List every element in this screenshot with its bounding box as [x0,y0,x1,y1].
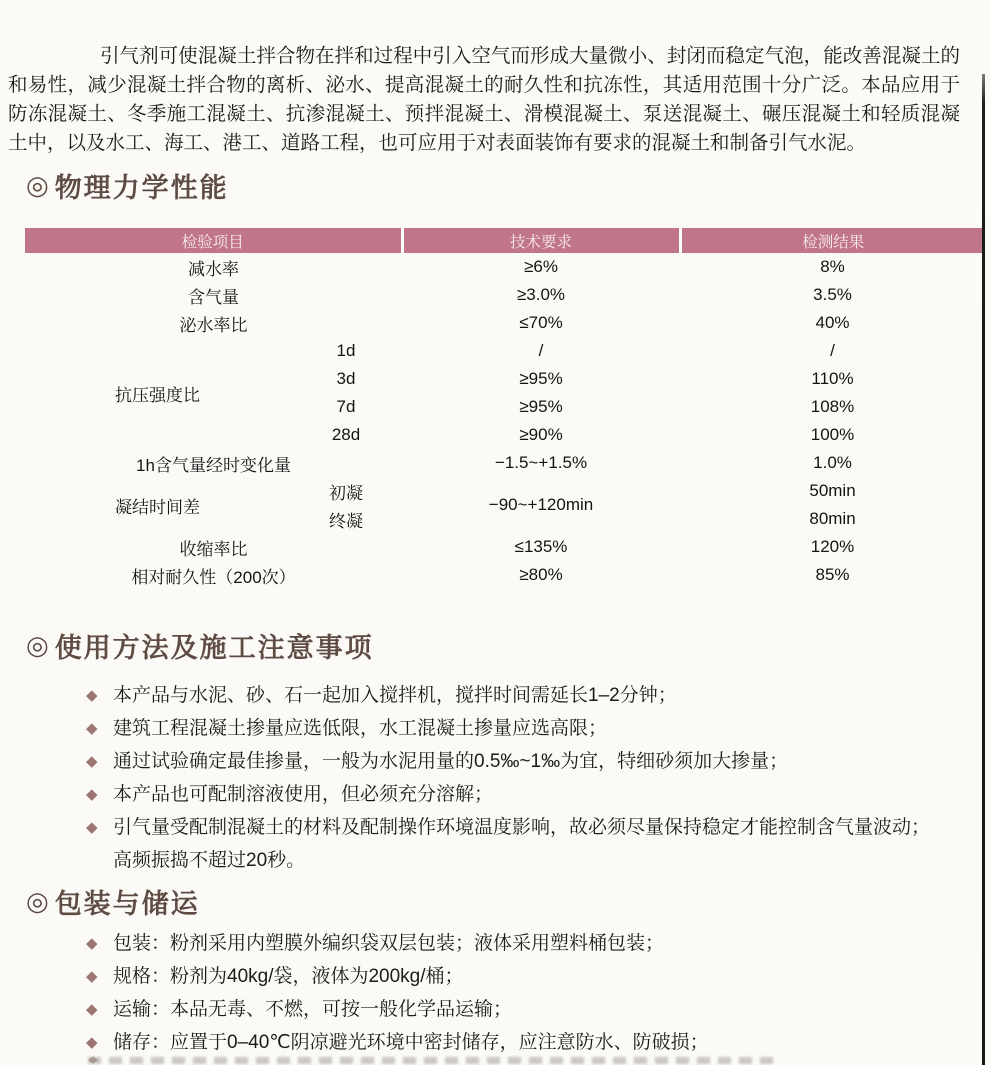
cell-result: 120% [810,537,855,556]
scan-edge-artifact [982,74,985,1065]
cell-result: 80min [809,509,856,528]
list-item [86,927,966,960]
list-item-continuation [86,844,966,877]
cell-sub-item: 28d [331,425,361,444]
section-title: 包装与储运 [54,889,200,919]
diamond-bullet-icon: ◆ [86,968,98,985]
properties-table [25,228,985,589]
cell-requirement: −90~+120min [488,495,594,514]
section-title: 物理力学性能 [54,173,229,203]
list-item-text: 本产品与水泥、砂、石一起加入搅拌机，搅拌时间需延长1–2分钟； [113,685,677,706]
cell-item: 收缩率比 [179,539,248,559]
table-row [25,253,985,281]
cell-requirement: ≥6% [524,257,558,276]
table-row [25,281,985,309]
diamond-bullet-icon: ◆ [86,1001,98,1018]
cell-result: 50min [809,481,856,500]
list-item [86,745,966,778]
list-item-text: 通过试验确定最佳掺量，一般为水泥用量的0.5‰~1‰为宜，特细砂须加大掺量； [113,751,789,772]
cell-result: 108% [810,397,855,416]
list-item-text: 包装：粉剂采用内塑膜外编织袋双层包装；液体采用塑料桶包装； [113,933,665,954]
list-item [86,679,966,712]
packaging-bullet-list [86,927,966,1059]
cell-sub-item: 终凝 [329,511,363,531]
cell-requirement: ≥80% [519,565,563,584]
cell-item: 泌水率比 [179,315,248,335]
section-heading-packaging [26,882,200,921]
cutoff-line-artifact [88,1057,778,1064]
table-row [25,477,985,505]
cell-result: 85% [815,565,850,584]
cell-sub-item: 7d [336,397,356,416]
cell-item: 相对耐久性（200次） [131,567,296,587]
table-row [25,309,985,337]
cell-result: 1.0% [813,453,852,472]
properties-table-wrap [25,228,985,589]
list-item-text: 本产品也可配制溶液使用，但必须充分溶解； [113,784,494,805]
table-row [25,337,985,365]
cell-group-label: 抗压强度比 [115,385,200,405]
diamond-bullet-icon: ◆ [86,1034,98,1051]
col-header-item: 检验项目 [25,228,402,253]
cell-sub-item: 3d [336,369,356,388]
section-marker-icon: ◎ [26,170,49,200]
col-header-result: 检测结果 [680,228,985,253]
cell-sub-item: 1d [336,341,356,360]
cell-item: 1h含气量经时变化量 [136,455,291,475]
cell-sub-item: 初凝 [329,483,363,503]
cell-result: 100% [810,425,855,444]
table-row [25,533,985,561]
cell-requirement: ≥90% [519,425,563,444]
list-item-text: 引气量受配制混凝土的材料及配制操作环境温度影响，故必须尽量保持稳定才能控制含气量波动； [113,817,931,838]
list-item [86,993,966,1026]
col-header-requirement: 技术要求 [402,228,680,253]
section-marker-icon: ◎ [26,630,49,660]
intro-paragraph: 引气剂可使混凝土拌合物在拌和过程中引入空气而形成大量微小、封闭而稳定气泡，能改善混凝土的和易性，减少混凝土拌合物的离析、泌水、提高混凝土的耐久性和抗冻性，其适用范围十分广泛。本品应用于防冻混凝土、冬季施工混凝土、抗渗混凝土、预拌混凝土、滑模混凝土、泵送混凝土、碾压混凝土和轻质混凝土中，以及水工、海工、港工、道路工程，也可应用于对表面装饰有要求的混凝土和制备引气水泥。 [8,44,960,154]
cell-result: 110% [811,369,854,388]
cell-requirement: −1.5~+1.5% [494,453,588,472]
list-item [86,811,966,844]
list-item-text: 运输：本品无毒、不燃，可按一般化学品运输； [113,999,513,1020]
cell-result: 8% [820,257,845,276]
section-marker-icon: ◎ [26,886,49,916]
diamond-bullet-icon: ◆ [86,935,98,952]
table-row [25,561,985,589]
cell-requirement: ≤70% [519,313,563,332]
list-item-text: 建筑工程混凝土掺量应选低限，水工混凝土掺量应选高限； [113,718,608,739]
section-title: 使用方法及施工注意事项 [54,633,374,663]
cell-item: 减水率 [188,259,239,279]
cell-requirement: ≥95% [519,369,563,388]
section-heading-usage [26,626,374,665]
table-header-row [25,228,985,253]
cell-requirement: ≥95% [519,397,563,416]
list-item-text: 规格：粉剂为40kg/袋，液体为200kg/桶； [113,966,464,987]
cell-requirement: / [538,341,544,360]
list-item [86,1026,966,1059]
section-heading-physical [26,166,229,205]
cell-result: 40% [815,313,850,332]
table-row [25,449,985,477]
cell-requirement: ≥3.0% [516,285,566,304]
diamond-bullet-icon: ◆ [86,819,98,836]
diamond-bullet-icon: ◆ [86,786,98,803]
cell-result: 3.5% [813,285,852,304]
list-item [86,960,966,993]
cell-item: 含气量 [188,287,239,307]
cell-result: / [830,341,835,360]
list-item [86,778,966,811]
usage-bullet-list [86,679,966,877]
cell-requirement: ≤135% [514,537,568,556]
diamond-bullet-icon: ◆ [86,720,98,737]
diamond-bullet-icon: ◆ [86,687,98,704]
list-item [86,712,966,745]
diamond-bullet-icon: ◆ [86,753,98,770]
cell-group-label: 凝结时间差 [115,497,200,517]
list-item-text: 储存：应置于0–40℃阴凉避光环境中密封储存，应注意防水、防破损； [113,1032,709,1053]
list-item-text: 高频振捣不超过20秒。 [113,850,306,871]
